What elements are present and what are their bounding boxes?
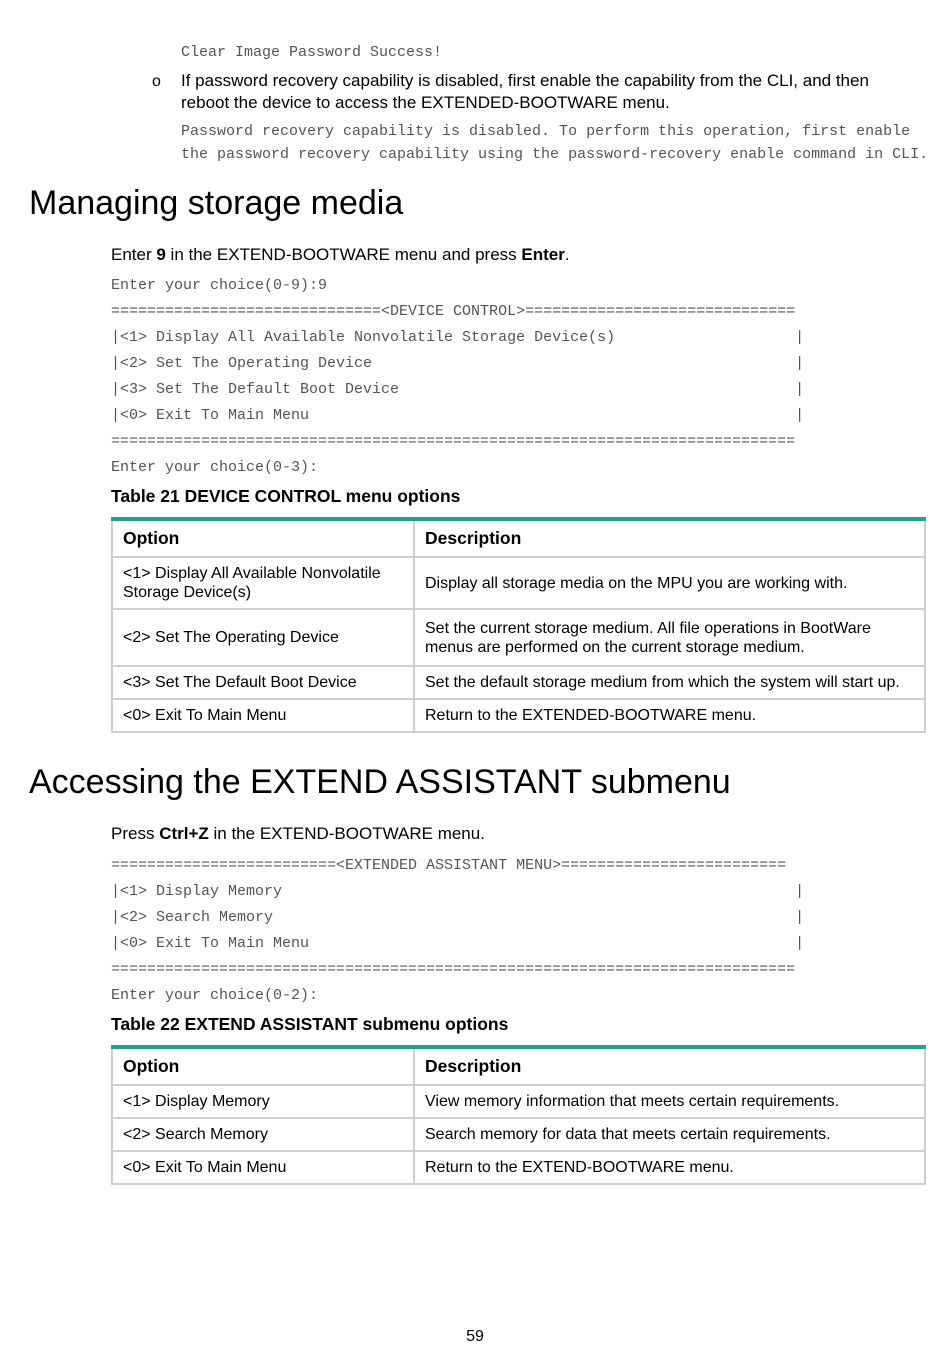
storage-intro-middle: in the EXTEND-BOOTWARE menu and press bbox=[165, 245, 522, 264]
description-cell: Search memory for data that meets certain requirements. bbox=[414, 1118, 925, 1151]
console-line: |<3> Set The Default Boot Device | bbox=[111, 381, 805, 398]
storage-intro-key: 9 bbox=[156, 245, 166, 264]
table-row bbox=[112, 557, 925, 609]
table-header-row bbox=[112, 1047, 925, 1085]
table-header-row bbox=[112, 519, 925, 557]
extend-assistant-table bbox=[111, 1045, 926, 1185]
option-cell: <0> Exit To Main Menu bbox=[112, 1151, 414, 1184]
console-line: ============================================================================ bbox=[111, 961, 796, 978]
disabled-message-line2: the password recovery capability using the password-recovery enable command in CLI. bbox=[181, 146, 929, 163]
console-line: Enter your choice(0-9):9 bbox=[111, 277, 328, 294]
clear-success-output: Clear Image Password Success! bbox=[181, 44, 443, 61]
console-line: ==============================<DEVICE CONTROL>============================== bbox=[111, 303, 796, 320]
console-line: |<0> Exit To Main Menu | bbox=[111, 935, 805, 952]
table-row bbox=[112, 1151, 925, 1184]
storage-intro-press-key: Enter bbox=[521, 245, 565, 264]
option-cell: <2> Search Memory bbox=[112, 1118, 414, 1151]
assistant-intro-press: Press bbox=[111, 824, 160, 843]
disabled-message-output bbox=[181, 120, 928, 166]
option-cell: <3> Set The Default Boot Device bbox=[112, 666, 414, 699]
table-row bbox=[112, 1118, 925, 1151]
option-cell: <1> Display All Available Nonvolatile Storage Device(s) bbox=[112, 557, 414, 609]
console-line: =========================<EXTENDED ASSISTANT MENU>========================= bbox=[111, 857, 787, 874]
bullet-text-line1: If password recovery capability is disabled, first enable the capability from the CLI, and then bbox=[181, 71, 869, 90]
table-row bbox=[112, 699, 925, 732]
assistant-intro-key: Ctrl+Z bbox=[159, 824, 209, 843]
column-header-description: Description bbox=[414, 519, 925, 557]
storage-intro-end: . bbox=[564, 245, 570, 264]
description-cell: Set the default storage medium from which the system will start up. bbox=[414, 666, 925, 699]
description-cell: Set the current storage medium. All file operations in BootWare menus are performed on the current storage medium. bbox=[414, 609, 925, 666]
table-22-caption: Table 22 EXTEND ASSISTANT submenu options bbox=[111, 1014, 509, 1034]
description-cell: Return to the EXTENDED-BOOTWARE menu. bbox=[414, 699, 925, 732]
storage-intro bbox=[111, 244, 570, 266]
description-cell: View memory information that meets certain requirements. bbox=[414, 1085, 925, 1118]
column-header-option: Option bbox=[112, 519, 414, 557]
bullet-text-line2: reboot the device to access the EXTENDED-BOOTWARE menu. bbox=[181, 93, 670, 112]
bullet-marker: o bbox=[152, 73, 161, 90]
device-control-table bbox=[111, 517, 926, 733]
device-control-console bbox=[111, 273, 804, 481]
console-line: |<1> Display All Available Nonvolatile Storage Device(s) | bbox=[111, 329, 805, 346]
assistant-intro-end: in the EXTEND-BOOTWARE menu. bbox=[208, 824, 485, 843]
table-21-caption: Table 21 DEVICE CONTROL menu options bbox=[111, 486, 461, 506]
section-heading-assistant: Accessing the EXTEND ASSISTANT submenu bbox=[29, 763, 731, 801]
page-number: 59 bbox=[466, 1328, 484, 1345]
console-line: |<1> Display Memory | bbox=[111, 883, 805, 900]
console-line: Enter your choice(0-3): bbox=[111, 459, 319, 476]
description-cell: Return to the EXTEND-BOOTWARE menu. bbox=[414, 1151, 925, 1184]
console-line: |<2> Set The Operating Device | bbox=[111, 355, 805, 372]
table-row bbox=[112, 666, 925, 699]
table-row bbox=[112, 1085, 925, 1118]
console-line: Enter your choice(0-2): bbox=[111, 987, 319, 1004]
section-heading-storage: Managing storage media bbox=[29, 184, 404, 222]
option-cell: <2> Set The Operating Device bbox=[112, 609, 414, 666]
table-row bbox=[112, 609, 925, 666]
description-cell: Display all storage media on the MPU you are working with. bbox=[414, 557, 925, 609]
console-line: |<0> Exit To Main Menu | bbox=[111, 407, 805, 424]
option-cell: <1> Display Memory bbox=[112, 1085, 414, 1118]
bullet-text bbox=[181, 70, 869, 114]
extended-assistant-console bbox=[111, 853, 804, 1009]
column-header-description: Description bbox=[414, 1047, 925, 1085]
option-cell: <0> Exit To Main Menu bbox=[112, 699, 414, 732]
column-header-option: Option bbox=[112, 1047, 414, 1085]
storage-intro-enter: Enter bbox=[111, 245, 157, 264]
assistant-intro bbox=[111, 823, 485, 845]
disabled-message-line1: Password recovery capability is disabled. To perform this operation, first enable bbox=[181, 123, 911, 140]
console-line: |<2> Search Memory | bbox=[111, 909, 805, 926]
console-line: ============================================================================ bbox=[111, 433, 796, 450]
